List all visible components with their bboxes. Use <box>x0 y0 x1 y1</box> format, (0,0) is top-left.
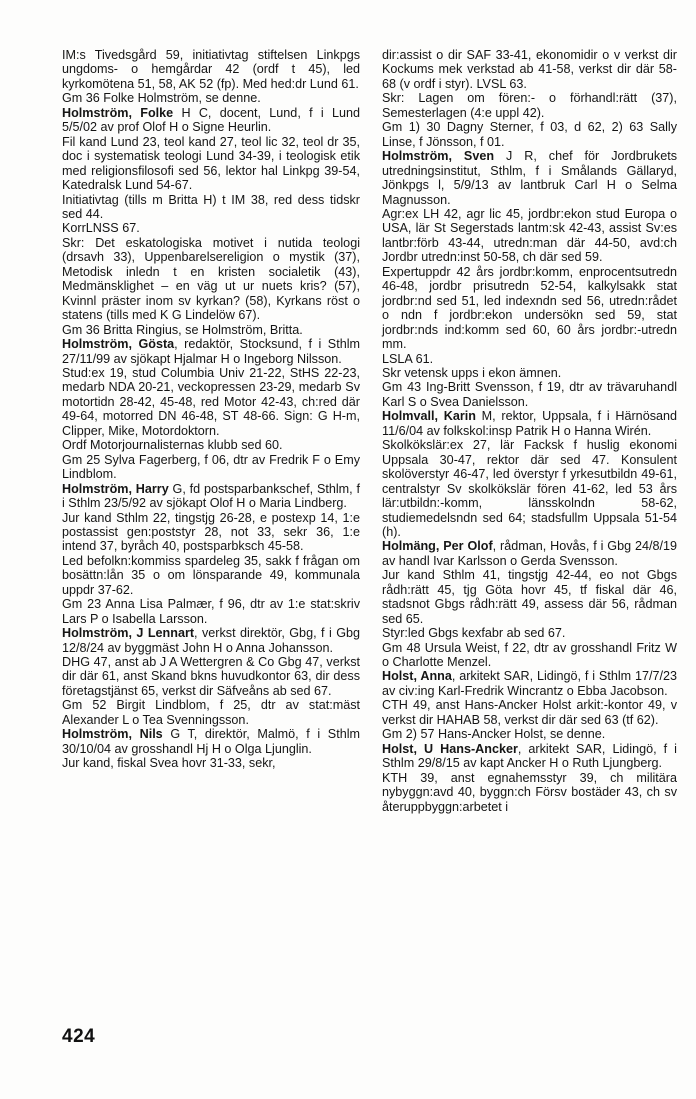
biography-paragraph <box>62 48 360 91</box>
entry-text: Gm 2) 57 Hans-Ancker Holst, se denne. <box>382 727 606 742</box>
biography-paragraph <box>62 323 360 337</box>
entry-text: Ordf Motorjournalisternas klubb sed 60. <box>62 438 283 453</box>
right-column <box>382 48 677 814</box>
biography-paragraph <box>62 91 360 105</box>
entry-name: Holmström, Sven <box>382 149 495 164</box>
biography-paragraph <box>62 554 360 597</box>
biography-paragraph <box>382 438 677 539</box>
biography-paragraph <box>62 756 360 770</box>
biography-paragraph <box>382 366 677 380</box>
entry-text: Stud:ex 19, stud Columbia Univ 21-22, StHS 22-23, medarb NDA 20-21, veckopressen 23-29, medarb Sv motortidn 28-42, 45-48, red Motor 42-43, ch:red där 49-64, motorred DN 46-48, ST 48-66. Sign: G H-m, Clipper, Mike, Motordoktorn. <box>62 365 360 438</box>
entry-text: Jur kand Sthlm 22, tingstjg 26-28, e postexp 14, 1:e postassist gen:poststyr 28, not 33, sekr 36, 1:e intend 37, byråch 40, postsparbksch 45-58. <box>62 510 360 554</box>
biography-paragraph <box>62 366 360 438</box>
biography-paragraph <box>62 193 360 222</box>
biography-entry-heading <box>62 337 360 366</box>
entry-text: Gm 52 Birgit Lindblom, f 25, dtr av stat:mäst Alexander L o Tea Svenningsson. <box>62 698 360 727</box>
entry-name: Holmström, J Lennart <box>62 626 195 641</box>
biography-entry-heading <box>62 482 360 511</box>
biography-paragraph <box>62 655 360 698</box>
entry-name: Holmström, Harry <box>62 481 169 496</box>
entry-text: DHG 47, anst ab J A Wettergren & Co Gbg 47, verkst dir där 61, anst Skand bkns huvudkontor 63, dir dess företagstjänst 65, verkst dir Säfveåns ab sed 67. <box>62 655 360 698</box>
entry-text: Gm 48 Ursula Weist, f 22, dtr av grosshandl Fritz W o Charlotte Menzel. <box>382 640 677 670</box>
entry-text: Jur kand Sthlm 41, tingstjg 42-44, eo not Gbgs rådh:rätt 45, tjg Göta hovr 45, tf fiskal där 46, stadsnot Gbgs rådh:rätt 49, assess där 56, rådman sed 65. <box>382 568 677 626</box>
entry-text: , redaktör, Stocksund, f i Sthlm 27/11/99 av sjökapt Hjalmar H o Ingeborg Nilsson. <box>62 337 360 366</box>
biography-paragraph <box>382 352 677 366</box>
biography-paragraph <box>62 453 360 482</box>
biography-paragraph <box>382 265 677 352</box>
entry-text: Skr: Lagen om fören:- o förhandl:rätt (37), Semesterlagen (4:e uppl 42). <box>382 91 677 120</box>
entry-text: H C, docent, Lund, f i Lund 5/5/02 av prof Olof H o Signe Heurlin. <box>62 105 360 135</box>
page-number: 424 <box>62 1026 96 1047</box>
entry-text: Skr: Det eskatologiska motivet i nutida teologi (drsavh 33), Uppenbarelsereligion o mystik (37), Metodisk inledn t en kristen socialetik (43), Medmänsklighet – en väg ut ur nuets kris? (57), Kvinnl präster inom sv kyrkan? (58), Kyrkans röst o statens (tills med K G Lindelöw 67). <box>62 235 360 323</box>
biography-entry-heading <box>62 727 360 756</box>
biography-entry-heading <box>382 409 677 438</box>
entry-text: Gm 25 Sylva Fagerberg, f 06, dtr av Fredrik F o Emy Lindblom. <box>62 452 360 482</box>
entry-text: Gm 1) 30 Dagny Sterner, f 03, d 62, 2) 63 Sally Linse, f Jönsson, f 01. <box>382 120 677 149</box>
entry-text: J R, chef för Jordbrukets utredningsinstitut, Sthlm, f i Smålands Gällaryd, Jönkpgs l, 5/9/13 av lantbruk Carl H o Selma Magnusson. <box>382 149 677 207</box>
biography-paragraph <box>382 568 677 626</box>
entry-name: Holmvall, Karin <box>382 409 476 424</box>
entry-text: Gm 23 Anna Lisa Palmær, f 96, dtr av 1:e stat:skriv Lars P o Isabella Larsson. <box>62 597 360 626</box>
biography-entry-heading <box>382 539 677 568</box>
biography-paragraph <box>382 626 677 640</box>
entry-name: Holst, U Hans-Ancker <box>382 741 518 756</box>
biography-paragraph <box>62 597 360 626</box>
biography-entry-heading <box>62 106 360 135</box>
entry-text: Styr:led Gbgs kexfabr ab sed 67. <box>382 626 566 641</box>
entry-name: Holst, Anna <box>382 669 452 684</box>
biography-entry-heading <box>382 669 677 698</box>
biography-paragraph <box>382 727 677 741</box>
entry-text: , rådman, Hovås, f i Gbg 24/8/19 av handl Ivar Karlsson o Gerda Svensson. <box>382 539 677 568</box>
biography-paragraph <box>382 120 677 149</box>
left-column <box>62 48 360 771</box>
biography-paragraph <box>62 698 360 727</box>
entry-text: dir:assist o dir SAF 33-41, ekonomidir o v verkst dir Kockums mek verkstad ab 41-58, verkst dir där 58-68 (v ordf i styr). LVSL 63. <box>382 48 677 91</box>
entry-text: Gm 36 Folke Holmström, se denne. <box>62 91 261 106</box>
biography-paragraph <box>382 771 677 814</box>
entry-text: CTH 49, anst Hans-Ancker Holst arkit:-kontor 49, v verkst dir HAHAB 58, verkst dir där sed 63 (tf 62). <box>382 698 677 727</box>
entry-text: , arkitekt SAR, Lidingö, f i Sthlm 29/8/15 av kapt Ancker H o Ruth Ljungberg. <box>382 741 677 771</box>
entry-text: G T, direktör, Malmö, f i Sthlm 30/10/04 av grosshandl Hj H o Olga Ljunglin. <box>62 727 360 756</box>
entry-name: Holmström, Folke <box>62 105 174 120</box>
entry-text: G, fd postsparbankschef, Sthlm, f i Sthlm 23/5/92 av sjökapt Olof H o Maria Lindberg. <box>62 481 360 511</box>
biography-entry-heading <box>382 742 677 771</box>
entry-text: Skr vetensk upps i ekon ämnen. <box>382 365 562 380</box>
biography-paragraph <box>382 641 677 670</box>
biography-paragraph <box>382 48 677 91</box>
entry-text: Gm 36 Britta Ringius, se Holmström, Britta. <box>62 322 303 337</box>
biography-paragraph <box>382 91 677 120</box>
entry-text: Gm 43 Ing-Britt Svensson, f 19, dtr av trävaruhandl Karl S o Svea Danielsson. <box>382 380 677 409</box>
biography-paragraph <box>62 236 360 323</box>
entry-text: , arkitekt SAR, Lidingö, f i Sthlm 17/7/23 av civ:ing Karl-Fredrik Wincrantz o Ebba Jacobson. <box>382 669 678 698</box>
entry-text: M, rektor, Uppsala, f i Härnösand 11/6/04 av folkskol:insp Patrik H o Hanna Wirén. <box>382 409 678 438</box>
entry-name: Holmström, Nils <box>62 727 163 742</box>
entry-text: Jur kand, fiskal Svea hovr 31-33, sekr, <box>62 756 276 771</box>
entry-text: KTH 39, anst egnahemsstyr 39, ch militära nybyggn:avd 40, byggn:ch Försv bostäder 43, ch sv återuppbyggn:arbetet i <box>382 770 677 814</box>
entry-text: LSLA 61. <box>382 351 434 366</box>
biography-paragraph <box>62 438 360 452</box>
biography-entry-heading <box>382 149 677 207</box>
entry-text: Expertuppdr 42 års jordbr:komm, enprocentsutredn 46-48, jordbr prisutredn 52-54, kalkylsakk stat jordbr:nd sed 51, led indexndn sed 56, utredn:rådet o ndn f jordbr:ekon undersökn sed 59, stat jordbr:nds ind:komm sed 60, 60 års jordbr:-utredn mm. <box>382 264 677 352</box>
biography-entry-heading <box>62 626 360 655</box>
entry-text: Skolkökslär:ex 27, lär Facksk f huslig ekonomi Uppsala 30-47, rektor där sed 47. Konsulent skolöverstyr 46-47, led överstyr f yrkesutbildn 49-61, centralstyr Sv skolkökslär fören 41-62, led 53 års lär:utbildn:-komm, länsskolndn 58-62, studiemedelsndn sed 64; stadsfullm Uppsala 51-54 (h). <box>382 438 677 539</box>
biography-paragraph <box>62 511 360 554</box>
entry-name: Holmäng, Per Olof <box>382 539 493 554</box>
biography-paragraph <box>382 698 677 727</box>
biography-paragraph <box>382 380 677 409</box>
biography-paragraph <box>62 221 360 235</box>
biography-paragraph <box>62 135 360 193</box>
entry-text: Agr:ex LH 42, agr lic 45, jordbr:ekon stud Europa o USA, lär St Segerstads lantm:sk 42-43, assist Sv:es lantbr:förb 43-44, utredn:man där 44-50, avd:ch Jordbr utredn:inst 50-58, ch där sed 59. <box>382 206 677 265</box>
entry-text: Led befolkn:kommiss spardeleg 35, sakk f frågan om bosättn:lån 35 o om lönsparande 49, kommunala uppdr 37-62. <box>62 553 360 597</box>
entry-text: Fil kand Lund 23, teol kand 27, teol lic 32, teol dr 35, doc i systematisk teologi Lund 34-39, i teologisk etik med religionsfilosofi sed 56, lektor hal Linkpg 39-54, Katedralsk Lund 54-67. <box>62 134 360 193</box>
biography-paragraph <box>382 207 677 265</box>
entry-text: Initiativtag (tills m Britta H) t IM 38, red dess tidskr sed 44. <box>62 192 360 221</box>
entry-text: , verkst direktör, Gbg, f i Gbg 12/8/24 av byggmäst John H o Anna Johansson. <box>62 626 360 655</box>
entry-name: Holmström, Gösta <box>62 337 175 352</box>
entry-text: IM:s Tivedsgård 59, initiativtag stiftelsen Linkpgs ungdoms- o hemgårdar 42 (ordf t 45), led kyrkomötena 51, 58, AK 52 (fp). Med hed:dr Lund 61. <box>62 48 360 91</box>
entry-text: KorrLNSS 67. <box>62 221 140 236</box>
